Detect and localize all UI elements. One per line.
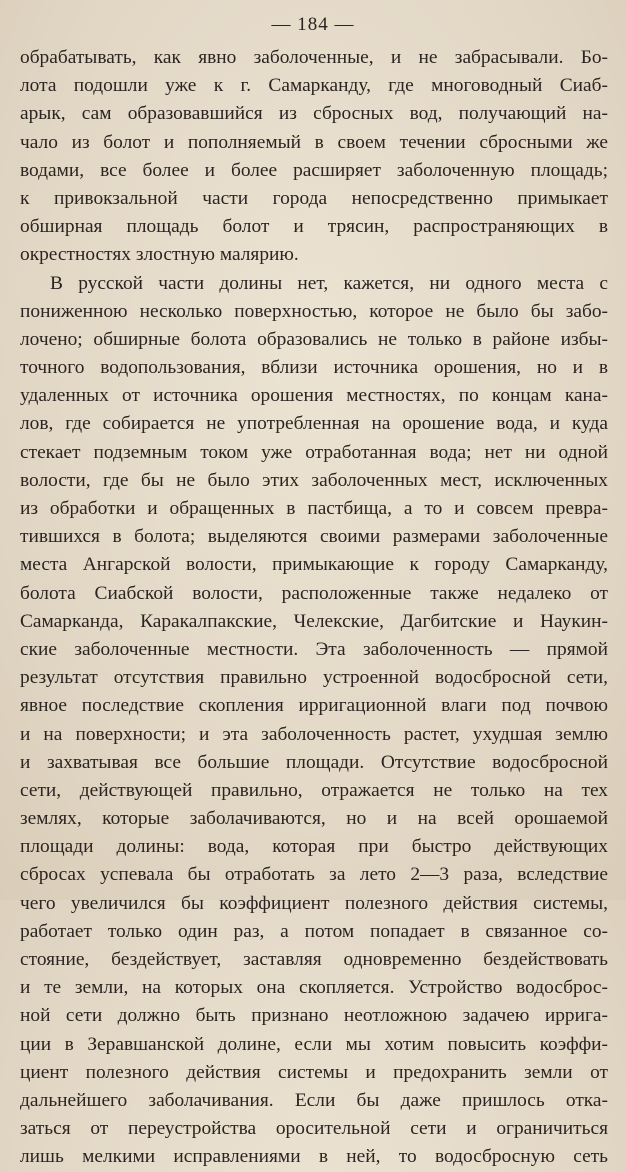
text-line: лишь мелкими исправлениями в ней, то водосбросную сеть — [20, 1146, 608, 1168]
text-line: ции в Зеравшанской долине, если мы хотим повысить коэффи- — [20, 1033, 608, 1055]
text-line: окрестностях злостную малярию. — [20, 244, 299, 266]
text-line: из обработки и обращенных в пастбища, а то и совсем превра- — [20, 498, 608, 519]
text-line: волости, где бы не было этих заболоченных мест, исключенных — [20, 469, 608, 491]
text-line: стекает подземным током уже отработанная вода; нет ни одной — [20, 441, 608, 463]
text-line: пониженною несколько поверхностью, которое не было бы забо- — [20, 300, 608, 322]
text-line: чего увеличился бы коэффициент полезного действия системы, — [20, 892, 608, 914]
text-line: болота Сиабской волости, расположенные также недалеко от — [20, 582, 608, 604]
text-line: явное последствие скопления ирригационной влаги под почвою — [20, 695, 608, 717]
text-line: ские заболоченные местности. Эта заболоченность — прямой — [20, 638, 608, 660]
text-line: дальнейшего заболачивания. Если бы даже пришлось отка- — [20, 1089, 608, 1111]
text-line: к привокзальной части города непосредственно примыкает — [20, 187, 608, 209]
text-line: арык, сам образовавшийся из сбросных вод, получающий на- — [20, 103, 608, 125]
text-line: обрабатывать, как явно заболоченные, и не забрасывали. Бо- — [20, 47, 608, 68]
text-line: удаленных от источника орошения местностях, по концам кана- — [20, 385, 608, 407]
text-line: точного водопользования, вблизи источника орошения, но и в — [20, 357, 608, 379]
page-number: — 184 — — [271, 14, 355, 35]
text-line: заться от переустройства оросительной сети и ограничиться — [20, 1118, 608, 1140]
text-line: стояние, бездействует, заставляя одновременно бездействовать — [20, 949, 608, 970]
text-line: и те земли, на которых она скопляется. Устройство водосброс- — [20, 977, 608, 999]
text-line: сбросах успевала бы отработать за лето 2—3 раза, вследствие — [20, 864, 608, 886]
body-text — [20, 44, 608, 1172]
text-line: и захватывая все большие площади. Отсутствие водосбросной — [20, 751, 608, 773]
text-line: лота подошли уже к г. Самарканду, где многоводный Сиаб- — [20, 75, 608, 97]
text-line: тившихся в болота; выделяются своими размерами заболоченные — [20, 526, 608, 548]
text-line: площади долины: вода, которая при быстро действующих — [20, 836, 608, 858]
text-line: работает только один раз, а потом попадает в связанное со- — [20, 920, 608, 942]
text-line: обширная площадь болот и трясин, распространяющих в — [20, 216, 608, 238]
text-line: и на поверхности; и эта заболоченность растет, ухудшая землю — [20, 723, 608, 745]
text-line: В русской части долины нет, кажется, ни одного места с — [50, 272, 608, 294]
text-line: места Ангарской волости, примыкающие к городу Самарканду, — [20, 554, 608, 576]
text-line: водами, все более и более расширяет заболоченную площадь; — [20, 159, 608, 181]
text-line: ной сети должно быть признано неотложною задачею ирригa- — [20, 1005, 608, 1027]
text-line: циент полезного действия системы и предохранить земли от — [20, 1061, 608, 1083]
text-line: лочено; обширные болота образовались не только в районе избы- — [20, 328, 608, 350]
text-line: чало из болот и пополняемый в своем течении сбросными же — [20, 131, 608, 153]
text-line: землях, которые заболачиваются, но и на всей орошаемой — [20, 808, 608, 830]
text-line: лов, где собирается не употребленная на орошение вода, и куда — [20, 413, 608, 435]
text-line: сети, действующей правильно, отражается не только на тех — [20, 779, 608, 801]
text-line: результат отсутствия правильно устроенной водосбросной сети, — [20, 667, 608, 689]
text-line: Самарканда, Каракалпакские, Челекские, Дагбитские и Наукин- — [20, 610, 608, 632]
